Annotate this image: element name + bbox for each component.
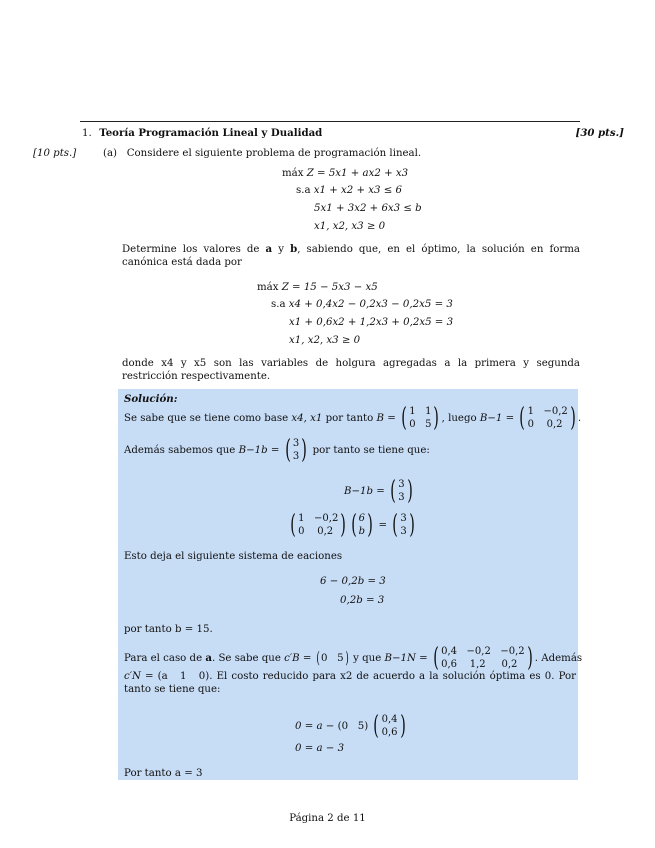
optimal-c1-text: x4 + 0,4x2 − 0,2x3 − 0,2x5 = 3	[288, 299, 453, 310]
optimal-c2: x1 + 0,6x2 + 1,2x3 + 0,2x5 = 3	[289, 317, 454, 328]
cN-vec: a 1 0	[161, 671, 206, 682]
part-a-intro-text: Considere el siguiente problema de programación lineal.	[126, 148, 422, 159]
question-points: [30 pts.]	[575, 127, 624, 139]
b-result: por tanto b = 15.	[124, 624, 213, 635]
determine-text-1: Determine los valores de	[122, 244, 260, 255]
rc-col-row-1: 0,4	[381, 714, 398, 725]
paren-right: )	[399, 711, 406, 741]
optimal-c1	[271, 298, 453, 311]
st-label-2: s.a	[271, 299, 286, 310]
paren-left: (	[433, 643, 439, 673]
question-number: 1.	[82, 128, 92, 139]
rc-prefix: 0 = a −	[295, 721, 335, 732]
eq-vector	[359, 512, 365, 538]
determine-paragraph	[122, 243, 580, 270]
Binv-label: B−1 =	[479, 413, 515, 424]
paren-right: )	[367, 510, 373, 540]
system-eq-2: 0,2b = 3	[340, 595, 385, 606]
primal-c1	[296, 184, 402, 197]
cN-label: c′N =	[124, 671, 154, 682]
para-a-continued: c′N = (a 1 0). El costo reducido para x2 de acuerdo a la solución óptima es 0. Por tanto se tiene que:	[124, 671, 577, 696]
rc-col-row-2: 0,6	[381, 727, 398, 738]
base-text-2: por tanto	[325, 413, 374, 424]
ademas-line	[124, 437, 430, 463]
vec-row-2: 3	[292, 451, 300, 462]
determine-text-2: , sabiendo que, en el óptimo, la solución en forma canónica está dada por	[122, 244, 580, 269]
paren-right: )	[570, 403, 576, 433]
determine-y: y	[278, 244, 284, 255]
Binv-row-2: 0 0,2	[527, 419, 563, 430]
primal-c2: 5x1 + 3x2 + 6x3 ≤ b	[314, 203, 422, 214]
optimal-objective	[257, 281, 378, 294]
Binv-matrix	[528, 405, 568, 431]
primal-c3: x1, x2, x3 ≥ 0	[314, 221, 386, 232]
paren-right: )	[433, 403, 440, 433]
a-result: Por tanto a = 3	[124, 768, 203, 779]
part-a-label: (a)	[103, 148, 118, 159]
matrix-equation	[288, 512, 417, 538]
para-a-text-5: . El costo reducido para x2 de acuerdo a la solución óptima es 0. Por tanto se tiene que:	[124, 671, 577, 696]
part-a-intro	[103, 147, 421, 160]
paren-left: (	[350, 510, 357, 540]
vec-row-1: 3	[400, 513, 407, 524]
vec-row-1: 3	[292, 438, 300, 449]
BinvN-row-2: 0,6 1,2 0,2	[441, 659, 518, 670]
B-row-1: 1 1	[409, 406, 432, 417]
BinvN-matrix	[441, 645, 525, 671]
paren-left: (	[316, 648, 320, 667]
B-label: B =	[376, 413, 396, 424]
primal-objective	[282, 167, 408, 180]
system-eq-1: 6 − 0,2b = 3	[320, 576, 386, 587]
cB-label: c′B =	[284, 653, 312, 664]
eq-rhs	[400, 512, 406, 538]
B-matrix	[409, 405, 431, 431]
reduced-cost-eq-2: 0 = a − 3	[295, 743, 345, 754]
paren-right: )	[526, 643, 533, 673]
paren-left: (	[284, 435, 291, 465]
base-vars: x4, x1	[291, 413, 323, 424]
primal-c1-text: x1 + x2 + x3 ≤ 6	[313, 185, 402, 196]
optimal-c3: x1, x2, x3 ≥ 0	[289, 335, 361, 346]
base-text-1: Se sabe que se tiene como base	[124, 413, 289, 424]
eq-matrix-row-1: 1 −0,2	[298, 513, 339, 524]
max-label: máx	[282, 168, 304, 179]
para-a-text-3: y que	[353, 653, 382, 664]
vec-3-3	[293, 437, 299, 463]
rc-vec: 0 5	[341, 721, 365, 732]
cB-vec: 0 5	[320, 653, 344, 664]
eq-matrix	[298, 512, 338, 538]
rc-column	[382, 713, 398, 739]
header-rule	[80, 121, 580, 122]
question-title-text: Teoría Programación Lineal y Dualidad	[99, 127, 323, 139]
reduced-cost-eq: 0 = a − (0 5) ( 0,4 0,6 )	[295, 711, 406, 741]
Binvb-label: B−1b =	[238, 445, 280, 456]
max-label-2: máx	[257, 282, 279, 293]
ademas-text-1: Además sabemos que	[124, 445, 236, 456]
luego-text: , luego	[441, 413, 477, 424]
ademas-text-2: por tanto se tiene que:	[312, 445, 430, 456]
vec-row-2: 3	[398, 492, 405, 503]
part-a-points: [10 pts.]	[33, 148, 77, 159]
equals-sign: =	[378, 520, 388, 531]
determine-a: a	[265, 243, 273, 255]
paren-left: (	[392, 510, 399, 540]
paren-left: (	[401, 403, 407, 433]
BinvN-label: B−1N =	[384, 653, 428, 664]
paren-right: )	[409, 510, 415, 540]
st-label: s.a	[296, 185, 311, 196]
para-a-bold: a	[205, 652, 212, 664]
paren-right: )	[340, 510, 347, 540]
eq-vec-row-2: b	[358, 526, 366, 537]
base-line: Se sabe que se tiene como base x4, x1 por tanto B = ( 1 1 0 5 ) , luego B−1 = ( 1 −0,2 0 0,2 ) .	[124, 403, 582, 433]
paren-left: (	[390, 476, 396, 506]
para-a-text-2: . Se sabe que	[211, 653, 281, 664]
para-a-text-4: . Además	[534, 653, 583, 664]
Binvb-display-label: B−1b =	[344, 486, 385, 497]
Binv-row-1: 1 −0,2	[527, 406, 568, 417]
optimal-objective-text: Z = 15 − 5x3 − x5	[281, 282, 378, 293]
B-row-2: 0 5	[409, 419, 432, 430]
page-footer: Página 2 de 11	[289, 813, 366, 824]
eq-vec-row-1: 6	[358, 513, 366, 524]
paren-left: (	[290, 510, 296, 540]
paren-right: )	[406, 476, 413, 506]
question-title	[82, 127, 322, 140]
vec-row-1: 3	[398, 479, 405, 490]
para-a-line-1	[124, 645, 582, 671]
paren-right: )	[301, 435, 308, 465]
solution-label: Solución:	[124, 393, 178, 405]
para-a-text-1: Para el caso de	[124, 653, 203, 664]
determine-b: b	[290, 243, 298, 255]
paren-left: (	[373, 711, 380, 741]
primal-objective-text: Z = 5x1 + ax2 + x3	[306, 168, 409, 179]
paren-right: )	[345, 648, 349, 667]
BinvN-row-1: 0,4 −0,2 −0,2	[441, 646, 525, 657]
paren-left: (	[519, 403, 526, 433]
Binvb-display	[344, 478, 415, 504]
system-text: Esto deja el siguiente sistema de eaciones	[124, 551, 343, 562]
eq-matrix-row-2: 0 0,2	[298, 526, 334, 537]
where-paragraph: donde x4 y x5 son las variables de holgura agregadas a la primera y segunda restricción respectivamente.	[122, 358, 580, 383]
vec-row-2: 3	[400, 526, 407, 537]
Binvb-display-vec	[398, 478, 404, 504]
